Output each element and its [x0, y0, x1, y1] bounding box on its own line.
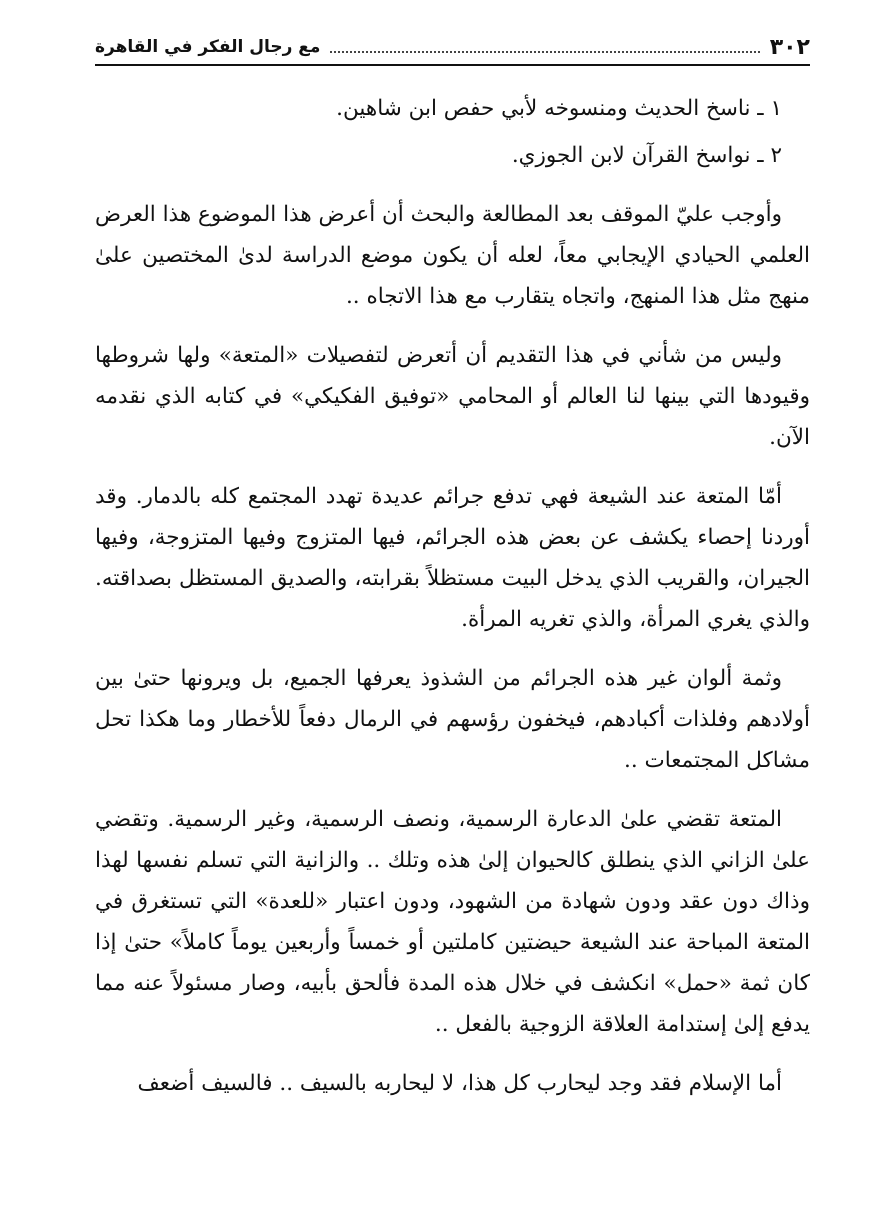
list-item: ٢ ـ نواسخ القرآن لابن الجوزي.	[511, 143, 782, 168]
paragraph: وليس من شأني في هذا التقديم أن أتعرض لتفصيلات «المتعة» ولها شروطها وقيودها التي بينها لنا العالم أو المحامي «توفيق الفكيكي» في كتابه الذي نقدمه الآن.	[95, 343, 810, 450]
page-body	[95, 88, 810, 1104]
list-item: ١ ـ ناسخ الحديث ومنسوخه لأبي حفص ابن شاهين.	[336, 96, 782, 121]
book-page	[95, 30, 810, 1190]
paragraph: وثمة ألوان غير هذه الجرائم من الشذوذ يعرفها الجميع، بل ويرونها حتىٰ بين أولادهم وفلذات أكبادهم، فيخفون رؤسهم في الرمال دفعاً للأخطار وما هكذا تحل مشاكل المجتمعات ..	[95, 666, 810, 773]
running-title: مع رجال الفكر في القاهرة	[95, 37, 321, 57]
paragraph: أمّا المتعة عند الشيعة فهي تدفع جرائم عديدة تهدد المجتمع كله بالدمار. وقد أوردنا إحصاء يكشف عن بعض هذه الجرائم، فيها المتزوج وفيها المتزوجة، وفيها الجيران، والقريب الذي يدخل البيت مستظلاً بقرابته، والصديق المستظل بصداقته. والذي يغري المرأة، والذي تغريه المرأة.	[95, 484, 810, 632]
paragraph: وأوجب عليّ الموقف بعد المطالعة والبحث أن أعرض هذا الموضوع هذا العرض العلمي الحيادي الإيجابي معاً، لعله أن يكون موضع الدراسة لدىٰ المختصين علىٰ منهج مثل هذا المنهج، واتجاه يتقارب مع هذا الاتجاه ..	[94, 202, 810, 309]
page-number: ٣٠٢	[769, 34, 810, 60]
paragraph: المتعة تقضي علىٰ الدعارة الرسمية، ونصف الرسمية، وغير الرسمية. وتقضي علىٰ الزاني الذي ينطلق كالحيوان إلىٰ هذه وتلك .. والزانية التي تسلم نفسها لهذا وذاك دون عقد ودون شهادة من الشهود، ودون اعتبار «للعدة» التي تستغرق في المتعة المباحة عند الشيعة حيضتين كاملتين أو خمساً وأربعين يوماً كاملاً» حتىٰ إذا كان ثمة «حمل» انكشف في خلال هذه المدة فألحق بأبيه، وصار مسئولاً عنه مما يدفع إلىٰ إستدامة العلاقة الزوجية بالفعل ..	[95, 807, 810, 1037]
paragraph: أما الإسلام فقد وجد ليحارب كل هذا، لا ليحاربه بالسيف .. فالسيف أضعف	[137, 1071, 782, 1096]
page-header	[95, 30, 810, 66]
header-leader-dots	[330, 51, 759, 53]
